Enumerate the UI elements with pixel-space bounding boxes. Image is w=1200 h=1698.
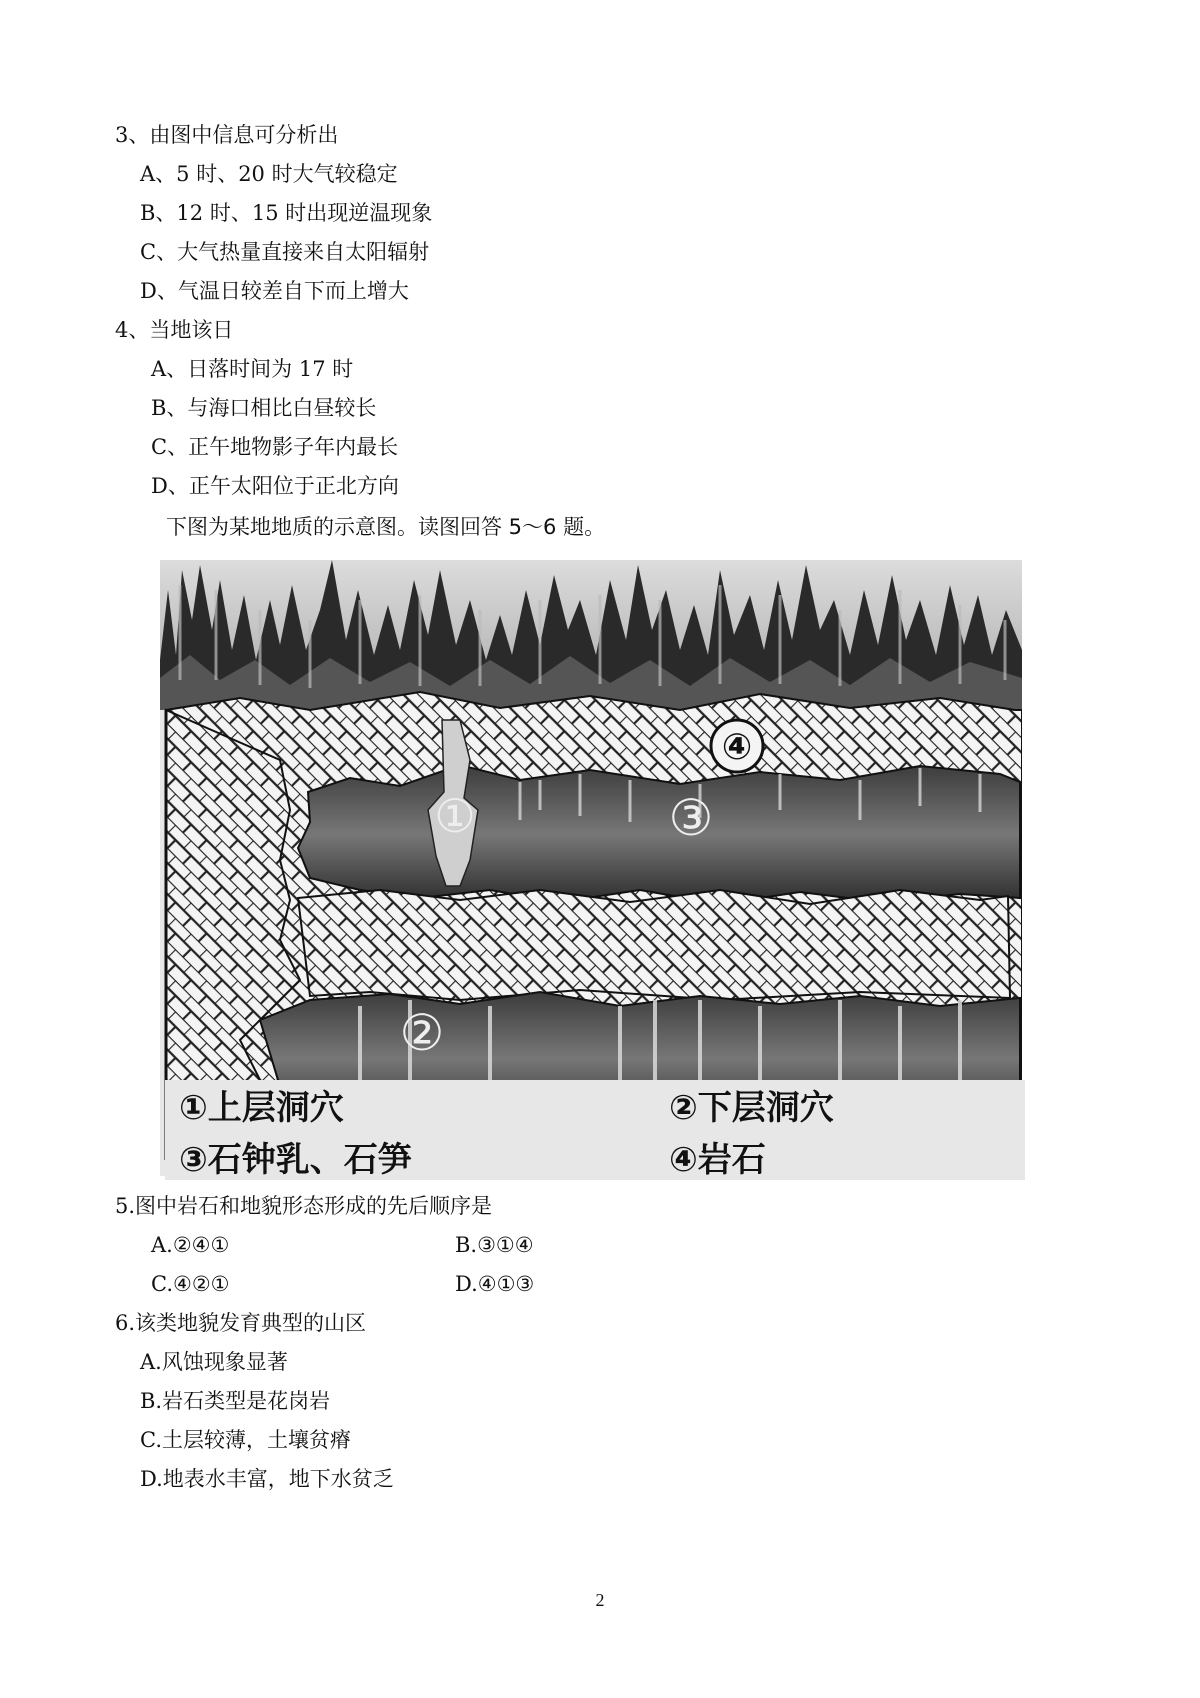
legend-upper-cave: ①上层洞穴 xyxy=(179,1088,344,1128)
question-6-option-c: C.土层较薄，土壤贫瘠 xyxy=(140,1428,351,1452)
question-4-option-b: B、与海口相比白昼较长 xyxy=(151,396,377,420)
marker-1-label: ① xyxy=(434,789,476,843)
figure-intro: 下图为某地地质的示意图。读图回答 5～6 题。 xyxy=(166,515,606,539)
marker-3-label: ③ xyxy=(668,789,714,847)
upper-cave xyxy=(298,765,1020,904)
question-5-option-a: A.②④① xyxy=(151,1233,230,1257)
karst-peaks xyxy=(160,560,1022,710)
question-3-option-d: D、气温日较差自下而上增大 xyxy=(140,279,409,303)
question-6-option-d: D.地表水丰富，地下水贫乏 xyxy=(140,1467,394,1491)
question-4-stem: 4、当地该日 xyxy=(115,318,234,342)
question-3-option-a: A、5 时、20 时大气较稳定 xyxy=(140,162,398,186)
legend-lower-cave: ②下层洞穴 xyxy=(669,1088,834,1128)
legend-panel xyxy=(165,1080,1025,1180)
question-6-stem: 6.该类地貌发育典型的山区 xyxy=(115,1311,367,1335)
question-4-option-c: C、正午地物影子年内最长 xyxy=(151,435,399,459)
marker-1 xyxy=(434,789,475,843)
marker-2 xyxy=(400,1004,445,1062)
question-6-option-b: B.岩石类型是花岗岩 xyxy=(140,1389,331,1413)
question-5-option-d: D.④①③ xyxy=(455,1272,535,1296)
question-3-option-c: C、大气热量直接来自太阳辐射 xyxy=(140,240,430,264)
legend-speleothems: ③石钟乳、石笋 xyxy=(179,1140,412,1180)
marker-4 xyxy=(711,720,763,772)
marker-2-label: ② xyxy=(399,1004,445,1062)
question-4-option-d: D、正午太阳位于正北方向 xyxy=(151,474,399,498)
question-5-option-b: B.③①④ xyxy=(455,1233,534,1257)
question-6-option-a: A.风蚀现象显著 xyxy=(140,1350,288,1374)
question-5-stem: 5.图中岩石和地貌形态形成的先后顺序是 xyxy=(115,1194,493,1218)
question-3-stem: 3、由图中信息可分析出 xyxy=(115,123,339,147)
page-number: 2 xyxy=(595,1590,605,1610)
question-5-option-c: C.④②① xyxy=(151,1272,230,1296)
question-4-option-a: A、日落时间为 17 时 xyxy=(151,357,354,381)
question-3-option-b: B、12 时、15 时出现逆温现象 xyxy=(140,201,433,225)
legend-rock: ④岩石 xyxy=(669,1140,766,1180)
marker-3 xyxy=(669,789,714,847)
middle-rock-band xyxy=(298,890,1010,1000)
marker-4-label: ④ xyxy=(721,727,753,768)
